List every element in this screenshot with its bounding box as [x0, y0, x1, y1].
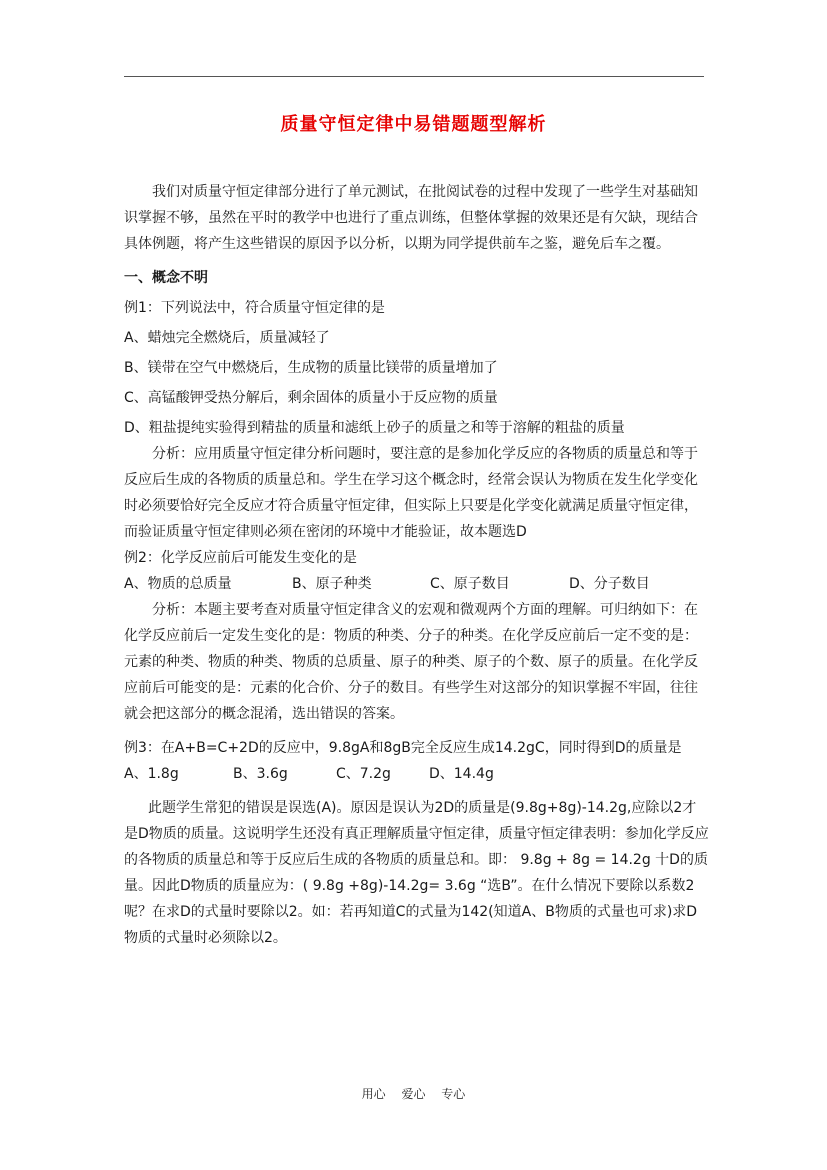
header-rule	[124, 76, 704, 77]
example3-option-b: B、3.6g	[233, 766, 288, 782]
example3-option-a: A、1.8g	[124, 766, 179, 782]
example2-option-d: D、分子数目	[569, 576, 650, 592]
example3-options	[124, 761, 709, 787]
section-heading: 一、概念不明	[124, 270, 208, 286]
example2-question: 例2：化学反应前后可能发生变化的是	[124, 550, 357, 566]
intro-paragraph: 我们对质量守恒定律部分进行了单元测试，在批阅试卷的过程中发现了一些学生对基础知识掌握不够，虽然在平时的教学中也进行了重点训练，但整体掌握的效果还是有欠缺，现结合具体例题，将产生这些错误的原因予以分析，以期为同学提供前车之鉴，避免后车之覆。	[124, 184, 698, 252]
example2-analysis: 分析：本题主要考查对质量守恒定律含义的宏观和微观两个方面的理解。可归纳如下：在化学反应前后一定发生变化的是：物质的种类、分子的种类。在化学反应前后一定不变的是：元素的种类、物质的种类、物质的总质量、原子的种类、原子的个数、原子的质量。在化学反应前后可能变的是：元素的化合价、分子的数目。有些学生对这部分的知识掌握不牢固，往往就会把这部分的概念混淆，选出错误的答案。	[124, 602, 698, 722]
example3-option-d: D、14.4g	[429, 766, 494, 782]
example3-option-c: C、7.2g	[336, 766, 391, 782]
example1-option-a: A、蜡烛完全燃烧后，质量减轻了	[124, 330, 330, 346]
example2-option-a: A、物质的总质量	[124, 576, 232, 592]
example2-option-c: C、原子数目	[430, 576, 510, 592]
example2-option-b: B、原子种类	[292, 576, 372, 592]
example1-analysis: 分析：应用质量守恒定律分析问题时，要注意的是参加化学反应的各物质的质量总和等于反应后生成的各物质的质量总和。学生在学习这个概念时，经常会误认为物质在发生化学变化时必须要恰好完全反应才符合质量守恒定律，但实际上只要是化学变化就满足质量守恒定律，而验证质量守恒定律则必须在密闭的环境中才能验证，故本题选D	[124, 446, 698, 540]
document-body	[124, 179, 709, 951]
example1-option-c: C、高锰酸钾受热分解后，剩余固体的质量小于反应物的质量	[124, 390, 498, 406]
example1-option-b: B、镁带在空气中燃烧后，生成物的质量比镁带的质量增加了	[124, 360, 498, 376]
example1-option-d: D、粗盐提纯实验得到精盐的质量和滤纸上砂子的质量之和等于溶解的粗盐的质量	[124, 420, 625, 436]
example2-options	[124, 571, 709, 597]
example3-question: 例3：在A+B=C+2D的反应中，9.8gA和8gB完全反应生成14.2gC，同时得到D的质量是	[124, 740, 682, 756]
example3-analysis: 此题学生常犯的错误是误选(A)。原因是误认为2D的质量是(9.8g+8g)-14.2g,应除以2才是D物质的质量。这说明学生还没有真正理解质量守恒定律，质量守恒定律表明：参加化学反应的各物质的质量总和等于反应后生成的各物质的质量总和。即： 9.8g + 8g = 14.2g 十D的质量。因此D物质的质量应为：( 9.8g +8g)-14.2g= 3.6g “选B”。在什么情况下要除以系数2呢？在求D的式量时要除以2。如：若再知道C的式量为142(知道A、B物质的式量也可求)求D物质的式量时必须除以2。	[124, 800, 709, 946]
page-footer: 用心 爱心 专心	[361, 1087, 466, 1101]
example1-question: 例1：下列说法中，符合质量守恒定律的是	[124, 300, 385, 316]
document-title: 质量守恒定律中易错题题型解析	[280, 114, 547, 135]
